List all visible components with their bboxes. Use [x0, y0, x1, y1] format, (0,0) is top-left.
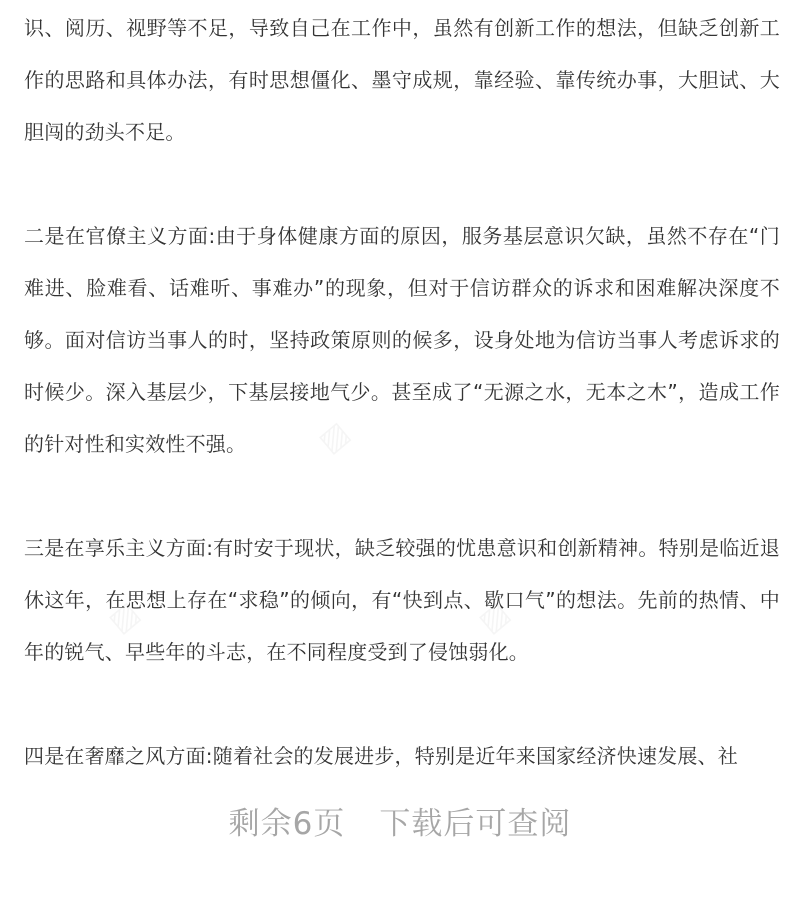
paragraph-extravagance: 四是在奢靡之风方面:随着社会的发展进步，特别是近年来国家经济快速发展、社 — [24, 744, 738, 768]
remaining-pages-label[interactable]: 剩余6页 — [228, 806, 346, 842]
paragraph-bureaucratism: 二是在官僚主义方面:由于身体健康方面的原因，服务基层意识欠缺，虽然不存在“门难进、脸难看、话难听、事难办”的现象，但对于信访群众的诉求和困难解决深度不够。面对信访当事人的时，坚持政策原则的候多，设身处地为信访当事人考虑诉求的时候少。深入基层少，下基层接地气少。甚至成了“无源之水，无本之木”，造成工作的针对性和实效性不强。 — [24, 224, 780, 456]
download-prompt[interactable] — [0, 798, 800, 843]
download-hint-label[interactable]: 下载后可查阅 — [379, 806, 572, 842]
document-body — [24, 0, 780, 782]
paragraph-continued: 识、阅历、视野等不足，导致自己在工作中，虽然有创新工作的想法，但缺乏创新工作的思路和具体办法，有时思想僵化、墨守成规，靠经验、靠传统办事，大胆试、大胆闯的劲头不足。 — [24, 16, 780, 144]
paragraph-hedonism: 三是在享乐主义方面:有时安于现状，缺乏较强的忧患意识和创新精神。特别是临近退休这年，在思想上存在“求稳”的倾向，有“快到点、歇口气”的想法。先前的热情、中年的锐气、早些年的斗志，在不同程度受到了侵蚀弱化。 — [24, 536, 780, 664]
